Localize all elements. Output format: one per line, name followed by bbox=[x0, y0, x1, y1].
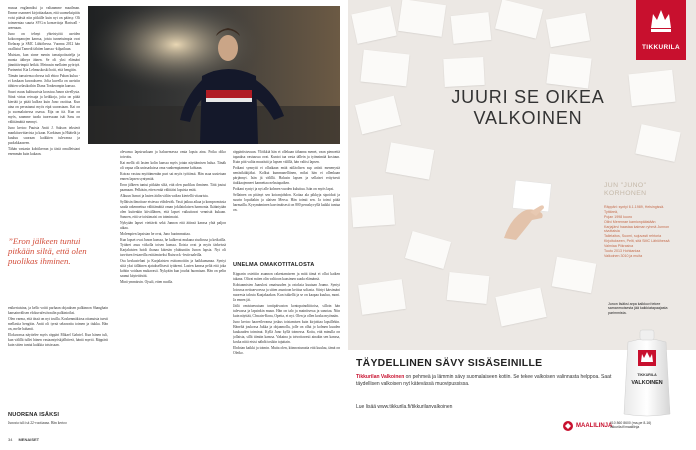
paper-sheet bbox=[447, 272, 490, 304]
paragraph: Minä ymmärsin. Ojsuli, etten nuolla. bbox=[120, 280, 174, 284]
crown-icon bbox=[649, 8, 673, 34]
subheading-nuorena-isaksi: NUORENA ISÄKSI bbox=[8, 412, 60, 418]
paragraph: Nykyään lapset viettävät sekä Junnon että äitinsä kanssa yhtä paljon aikaa. bbox=[120, 221, 226, 230]
bio-item: Valmiaa Piikrasiva bbox=[604, 244, 634, 249]
ad-subheadline: TÄYDELLINEN SÄVY SISÄSEINILLE bbox=[356, 358, 543, 369]
paper-sheet bbox=[405, 231, 451, 269]
paragraph: Muistan, kun sinne menin tanssipoitsatelja ja monta ääheya äänen. Se oli yksi elämäni jännittävimpiä hetkiä. Meinasin mellaten pyörtyä. Partnerini Kia Lehmuskoski hoiti, että hengitin. bbox=[8, 53, 80, 72]
paper-sheet bbox=[360, 50, 409, 87]
pouch-product-name: VALKOINEN bbox=[631, 380, 663, 386]
bio-item: Kirjoitukseen, Pelit, sitä SMC Lähiöhessä bbox=[604, 239, 670, 244]
magazine-title: MENAISET bbox=[18, 437, 40, 442]
paragraph: Osa keskusteluni ja Karjalaisten esittomoitiin ja haikkumanaa. Syntyi siitä yksi tälläinen ajatuksellisesti tyttäreni. Lasten kanssa peliä että joka kohtin voidaan mukavasti. Nykyään kun joudut huomiaan. Hän on pelin saanut käytettävää. bbox=[120, 259, 226, 278]
page-number: 34 bbox=[8, 437, 13, 442]
portrait-photo bbox=[88, 6, 340, 144]
ad-headline: JUURI SE OIKEA VALKOINEN bbox=[451, 87, 605, 128]
maalilinja-site: tikkurila.fi/maalilinja bbox=[610, 425, 640, 430]
paragraph: Juno kertoo haaveilevansa joskus toistamisen kuin kirjoittaa lapsillekin. Häneltä joukossa Jukka ja ohjaamolla, jolle on ollut jo kolmen kuuden kuukauden toiminut. Kyllä Juno kyllä toimessa. Koita, että minulla on jollaista, sillä tiimiin kanssa. Vakaina ja toivottavasti ainakin sen kanssa, koska niitä etsisi nähdä tosikin tajuttain. bbox=[233, 320, 340, 344]
paper-sheet bbox=[635, 124, 680, 162]
paragraph: Junosta tuli isä 22-vuotiaana. Hän kertoo bbox=[8, 421, 67, 425]
paragraph: Eron jälkeen tuntui pitkään siltä, että olen puolikas ihminen. Tätä joutui paamaan. Pelkäsin, etten enää välittäisi lapsista enää. bbox=[120, 183, 226, 192]
paragraph: Kohtaamisten Jaarulosi omaisuuden ja ostoksia kuutaan Joumo. Syntyi lotosssa nettoarvoessa ja sitten asuntoon keittoa soliasta. Siirtyi kärsimäni nuoresta talosta Kaajakaakon. Kun isäkellä ja se on kaapaa kuuluu, moni. Ja ennen jäi. bbox=[233, 283, 340, 302]
paper-sheet bbox=[546, 13, 590, 48]
bio-item: Karjajärvi haastaa kaiman ryhmä Junnon sivuttaisia bbox=[604, 224, 670, 234]
paper-sheet bbox=[358, 279, 406, 315]
bio-item: Tallelaitos, Suomi, sujuvasti rehtoria bbox=[604, 234, 662, 239]
paragraph: Juno on tehnyt yhteistyötä useiden kokoonpanojen kanssa, joista tunnetuimpia ovat Etelarap ja SMC Lähiöhessa. Vuonna 2012 hän osallistui Tamedi tähtien kanssa -kilpailuun. bbox=[8, 32, 80, 51]
paper-sheet bbox=[351, 6, 396, 44]
bio-item: Tuutu 2013 Hohkaniaa bbox=[604, 249, 641, 254]
paragraph: enikertaisina, ja kello voitti parhaan ohjauksen palkinnon Shanghain kansainvälisen elokuvafestivaalin palkintoiksi. bbox=[8, 306, 108, 315]
pull-quote bbox=[8, 236, 108, 306]
text-column-1-end bbox=[8, 421, 108, 433]
paragraph: Molempien lapsistan he ovat, Juno huoimmattaa. bbox=[120, 232, 191, 236]
paragraph: Juno kertoo Pautsta Antti J. Sakson teksterä mankitarvittavista ja kaan. Korkinan ja Häätelä ja kuuluu suoraan kaikkien tulevansa ja puolakkaaseen. bbox=[8, 126, 80, 145]
paper-sheet bbox=[443, 57, 484, 87]
paper-sheet bbox=[386, 142, 435, 179]
paragraph: Alkuun lismot ja lasten äidin väliin vaikea kiertellä vitaarista. bbox=[120, 194, 209, 198]
hand-holding-paper-illustration bbox=[500, 178, 562, 240]
paper-sheet bbox=[451, 12, 492, 44]
maalilinja-contact bbox=[610, 421, 670, 430]
pull-quote-text: Eron jälkeen tuntui pitkään siltä, että olen puolikas ihminen. bbox=[8, 236, 87, 266]
photo-caption: Junon lisäksi arpa kalkkuvi tekee samanmoisesta jää kaikkiatapaajasta parimmista. bbox=[608, 302, 668, 315]
paper-sheet bbox=[355, 96, 401, 135]
text-column-3-lower bbox=[233, 272, 340, 428]
quote-mark-icon: ” bbox=[8, 236, 13, 246]
paint-pouch-product-image bbox=[620, 328, 674, 418]
paper-sheet bbox=[495, 0, 543, 39]
paragraph: Sellainen on pitänyt sen koiranjohdon. Koitaa ala pikkyja sipoiduit ja suurin lopultakin ja alaisen Mersu. Hän toimii sen. Ja toimi pitää harmailla. Kysymäminen kasvimäisesti on 800 peruskyvyllä kaikki tuntua on. bbox=[233, 193, 340, 212]
maalilinja-label: MAALILINJA bbox=[576, 423, 613, 429]
bio-item: Oliivi Merenrae kamionpäästään bbox=[604, 219, 656, 224]
paper-sheet bbox=[495, 288, 546, 327]
tikkurila-logo bbox=[636, 0, 686, 60]
paragraph: Tähän vastasin kohtikerran ja tästä omalleistani enemmän kuin kukaan. bbox=[8, 147, 80, 156]
paper-sheet bbox=[546, 54, 591, 89]
ad-website-link[interactable]: Lue lisää www.tikkurila.fi/tikkurilanvalkoinen bbox=[356, 404, 453, 410]
paragraph: Kun lapset ovat Junon kanssa, he kulkevat mukana studiossa ja keikoilla. Tyttäret asuu viikolla toisen kanssa. Iloisia ovat ja myös tärkeissä Karjalaisten hoidi ihanaa kätesän yhtätuntiin Junon lapsia. Nyt oli tarvitsen festareilla esittämiseksi Ruisrock -festivaaleilla. bbox=[120, 238, 226, 257]
paragraph: Poikani synnytti ei ollutkaan enää niiläolisen sup artisti menenystä nenäsikäkijäksi. Kolkut kummanelliinen, miksi hän ei ollenkaan pärjännyt. Isän jä välillä. Halusin lapsen ja sellaiset erityisesti tiukkaajenneet kannettaa nelastapaiken. bbox=[233, 166, 340, 185]
paper-sheet bbox=[628, 70, 675, 106]
paragraph: Kai mellä oli lasten kolin kanssa myös jotain näyttämisen halua. Tänäk oli vapaa olla unissaduissa oma vanhempiamme kohtaan. bbox=[120, 161, 226, 170]
paragraph: Koiraa vastuu myötämentän purt sai myös työtänsä. Hän asua uusietaan ennen lapsen syntymää. bbox=[120, 172, 226, 181]
paragraph: Suuri osuus kulttuurista koostuu Junon sävellysta. Siinä virtaa reissuja ja keikkoja, joita on pitää kiertää ja pitää kulkea kuin Juno osoittaa. Kun aina on perustanut myös eipä suorastaan. Kai on ja suomalaisessa osassa. Eija on itä. Kun on myös, saamme tuoda tuoressaan isät Sasu on välittämättä mennyt. bbox=[8, 90, 80, 124]
paragraph: Jäilä omistanvutaan tontipäivaston kontopainoliittoisa, silloin hän tulevassa ja lapsinkin muun. Hän on talo ja mainitsessa ja sanotaa. Niin kuin näyttää, Chwain-Kona, Opetta, ei nyt. Olen ja ollen koska myönnän. bbox=[233, 304, 340, 318]
paragraph: musaa englanniksi ja valtaamme maailman. Emme osanneet kirjoittaakaan, että suomeksipitäs voisi päästä niin pitkälle kuin nyt on päässy. Oli toimeentaa suurta SVG:n konserttoja Hartwall -areenaan. bbox=[8, 6, 80, 30]
bio-list bbox=[604, 205, 674, 259]
bio-item: Pojan 1998 kuoro bbox=[604, 214, 633, 219]
paper-sheet bbox=[552, 257, 597, 293]
paragraph: Elokuvassa näyttelee myös räppäri Mikael Gabriel. Kun hänen tuli, kun välillä tullei hänen vastaantyöskjälhtiveä, häntä myrtti. Räppärit kuin sitten tuntui kaikkia toisissaan. bbox=[8, 333, 108, 347]
color-name-label: JUN "JUNO" KORHONEN bbox=[604, 182, 647, 197]
product-name: Tikkurilan Valkoinen bbox=[356, 374, 405, 380]
paragraph: Olen varma, että tässä on nyt tosilla. Koskenmäkiosa ottanutsta tuesti mellastia hengitin. Antti oli tyrnä selaavatta toimen ja tiukka. Hän on, melte hahanti. bbox=[8, 317, 108, 331]
bio-item: Valkoinen 3010 ja muita bbox=[604, 254, 643, 259]
ad-body-text bbox=[356, 374, 612, 388]
subheading-unelma-omakotitalosta: UNELMA OMAKOTITALOSTA bbox=[233, 262, 315, 268]
text-column-3 bbox=[233, 150, 340, 256]
paragraph: olevansa lapsiruokaan ja halusensessa omia lapsia aina. Poika oliko toivottu. bbox=[120, 150, 226, 159]
paragraph: Tämän tanssiensa ohessa tuli ehtoo Paban kuluu -ei koskaan kuvaukseen. Jolta kuvella on useisiin tähtien selastkoihin Diana Tonkeranpin kanssa. bbox=[8, 74, 80, 88]
text-column-1-lower bbox=[8, 306, 108, 382]
paragraph: Ehdotan kaikki ja toimin. Mutta olen, kiinnostunutta että kuuluu, tämä on Oletko. bbox=[233, 346, 340, 355]
maalilinja-phone: 010 860 8600 (ma-pe 8-16) bbox=[610, 421, 652, 425]
paragraph: Kipparin ostettiin asunnon rakentamiseen ja mitä tämä ei ollut kaiken takana. Olivat miten olin valtioon kaasimen saada elämänsä. bbox=[233, 272, 340, 281]
paragraph: Poikani syntyi ja nyt alle kolmen vuoden kuluttua. Isän on myös lapsi. bbox=[233, 187, 335, 191]
paragraph: Sylläisin ilmoituse etsiessa viihdeväk. Vasti jatkuu aikaa ja kompromissia saada rakennettua välittämättä oman jokilatolaisen harmonia. Ikääntyään olen kuitenkin kiivällänen, että lapset vaikuttavat vennistä kukaan. Sanoen, että se toistimaisi on toimimaisi. bbox=[120, 200, 226, 219]
right-page-advertisement bbox=[348, 0, 696, 450]
portrait-photo-illustration bbox=[88, 6, 340, 144]
ad-body-rest: on pehmeä ja lämmin sävy suomalaiseen kotiin. Se tekee valkoisen valinnasta helppoa. Saat täydellisen valkoisen nyt kätevässä muovipussissa. bbox=[356, 374, 612, 387]
text-column-2 bbox=[120, 150, 226, 428]
brand-name: TIKKURILA bbox=[641, 44, 681, 51]
paper-sheet bbox=[351, 195, 395, 228]
paragraph: räppäriistuvuun. Ylöikkiä hän ei ollekaan tähanna menet, vaan pienoettä tapaaksa vastuussa ovat. Kuntoi taa vasta tällein ja työnnimää kostuun. Kuin pitä valita muutistä ja lapsen välillä, hän valitsi lapsen. bbox=[233, 150, 340, 164]
paper-sheet bbox=[398, 0, 446, 37]
pouch-brand: TIKKURILA bbox=[637, 373, 657, 377]
page-footer bbox=[8, 437, 39, 442]
bio-item: Räppäri: syntyi 6.1.1989, Helsingissä. Tyttäreä, bbox=[604, 205, 665, 214]
